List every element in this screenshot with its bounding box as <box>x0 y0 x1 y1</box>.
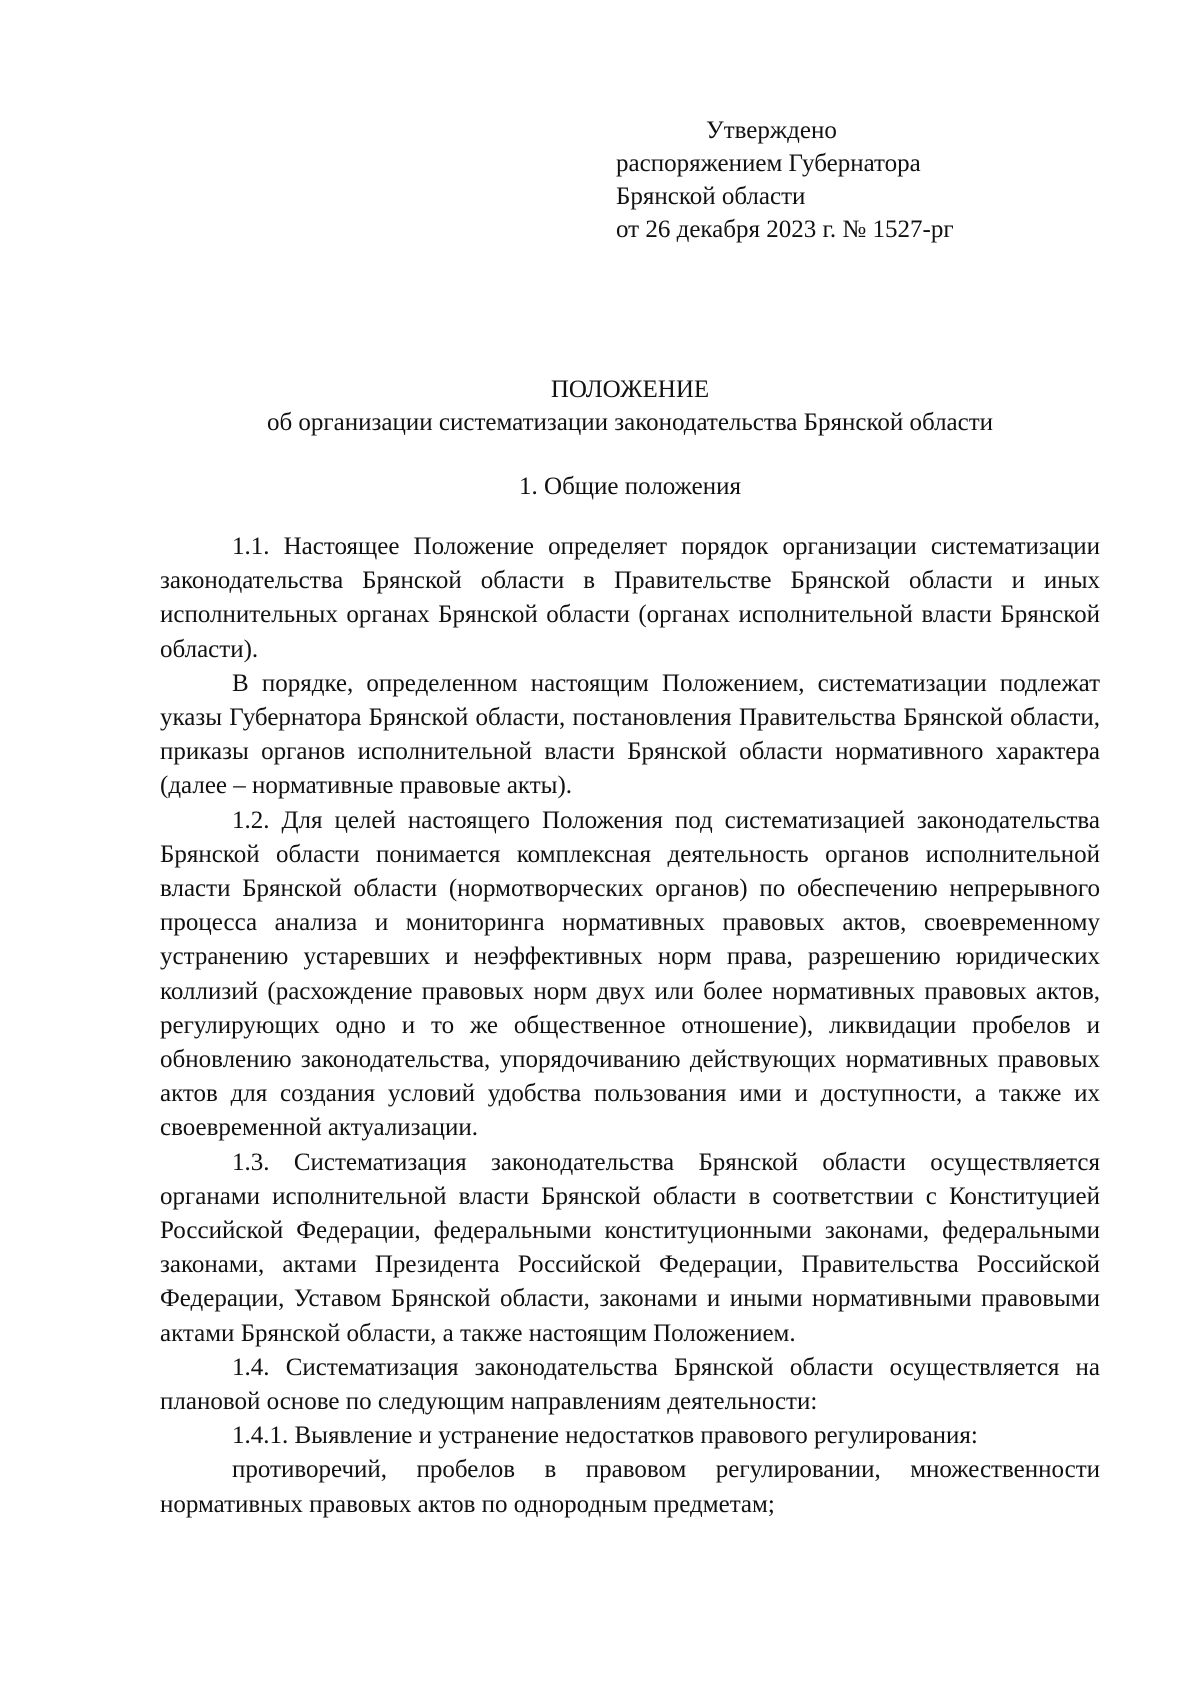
paragraph: 1.3. Систематизация законодательства Брянской области осуществляется органами исполнительной власти Брянской области в соответствии с Конституцией Российской Федерации, федеральными конституционными законами, федеральными законами, актами Президента Российской Федерации, Правительства Российской Федерации, Уставом Брянской области, законами и иными нормативными правовыми актами Брянской области, а также настоящим Положением. <box>160 1148 1100 1347</box>
paragraph: 1.1. Настоящее Положение определяет порядок организации систематизации законодательства Брянской области в Правительстве Брянской области и иных исполнительных органах Брянской области (органах исполнительной власти Брянской области). <box>160 533 1100 663</box>
paragraph: В порядке, определенном настоящим Положением, систематизации подлежат указы Губернатора Брянской области, постановления Правительства Брянской области, приказы органов исполнительной власти Брянской области нормативного характера (далее – нормативные правовые акты). <box>160 669 1100 800</box>
paragraph: 1.4.1. Выявление и устранение недостатков правового регулирования: <box>232 1422 978 1450</box>
approval-line: от 26 декабря 2023 г. № 1527-рг <box>616 216 954 243</box>
paragraph: 1.2. Для целей настоящего Положения под систематизацией законодательства Брянской области понимается комплексная деятельность органов исполнительной власти Брянской области (нормотворческих органов) по обеспечению непрерывного процесса анализа и мониторинга нормативных правовых актов, своевременному устранению устаревших и неэффективных норм права, разрешению юридических коллизий (расхождение правовых норм двух или более нормативных правовых актов, регулирующих одно и то же общественное отношение), ликвидации пробелов и обновлению законодательства, упорядочиванию действующих нормативных правовых актов для создания условий удобства пользования ими и доступности, а также их своевременной актуализации. <box>160 806 1100 1142</box>
paragraph: противоречий, пробелов в правовом регулировании, множественности нормативных правовых актов по однородным предметам; <box>160 1456 1100 1518</box>
title-subtitle: об организации систематизации законодательства Брянской области <box>266 409 994 436</box>
approval-line: Брянской области <box>616 183 806 210</box>
paragraph: 1.4. Систематизация законодательства Брянской области осуществляется на плановой основе по следующим направлениям деятельности: <box>160 1353 1100 1416</box>
approval-stamp <box>616 114 1036 246</box>
document-title <box>160 373 1100 439</box>
approval-line: Утверждено <box>706 117 837 144</box>
section-heading: 1. Общие положения <box>519 473 741 500</box>
document-body <box>160 530 1100 1522</box>
approval-line: распоряжением Губернатора <box>616 150 921 177</box>
title-main: ПОЛОЖЕНИЕ <box>550 376 710 403</box>
